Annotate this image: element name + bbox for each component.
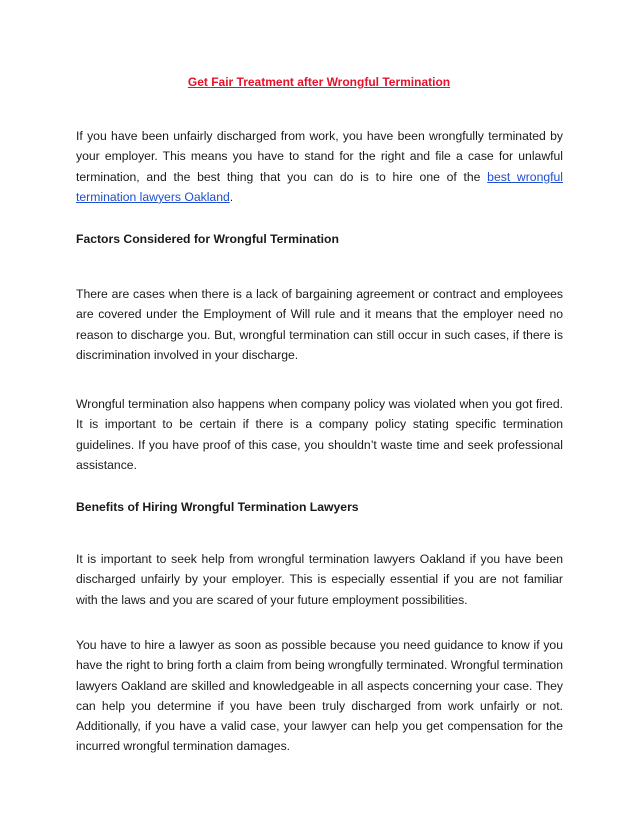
paragraph-factors-1: There are cases when there is a lack of bargaining agreement or contract and employees are covered under the Employment of Will rule and it means that the employer need no reason to discharge you. But, wrongful termination can still occur in such cases, if there is discrimination involved in your discharge. [76, 287, 563, 362]
paragraph-benefits-2: You have to hire a lawyer as soon as possible because you need guidance to know if you have the right to bring forth a claim from being wrongfully terminated. Wrongful termination lawyers Oakland are skilled and knowledgeable in all aspects concerning your case. They can help you determine if you have been truly discharged from work unfairly or not. Additionally, if you have a valid case, your lawyer can help you get compensation for the incurred wrongful termination damages. [76, 638, 563, 754]
intro-paragraph [76, 126, 563, 207]
document-title: Get Fair Treatment after Wrongful Termination [187, 75, 451, 89]
lawyers-link[interactable]: best wrongful termination lawyers Oakland [76, 169, 563, 204]
paragraph-benefits-1: It is important to seek help from wrongful termination lawyers Oakland if you have been discharged unfairly by your employer. This is especially essential if you are not familiar with the laws and you are scared of your future employment possibilities. [76, 552, 563, 607]
section-heading-factors: Factors Considered for Wrongful Termination [76, 232, 339, 246]
intro-text: If you have been unfairly discharged from work, you have been wrongfully terminated by your employer. This means you have to stand for the right and file a case for unlawful termination, and the best thing that you can do is to hire one of the [76, 129, 563, 184]
section-heading-benefits: Benefits of Hiring Wrongful Termination Lawyers [76, 500, 359, 514]
intro-text-end: . [229, 189, 234, 204]
paragraph-factors-2: Wrongful termination also happens when company policy was violated when you got fired. It is important to be certain if there is a company policy stating specific termination guidelines. If you have proof of this case, you shouldn’t waste time and seek professional assistance. [76, 397, 563, 472]
